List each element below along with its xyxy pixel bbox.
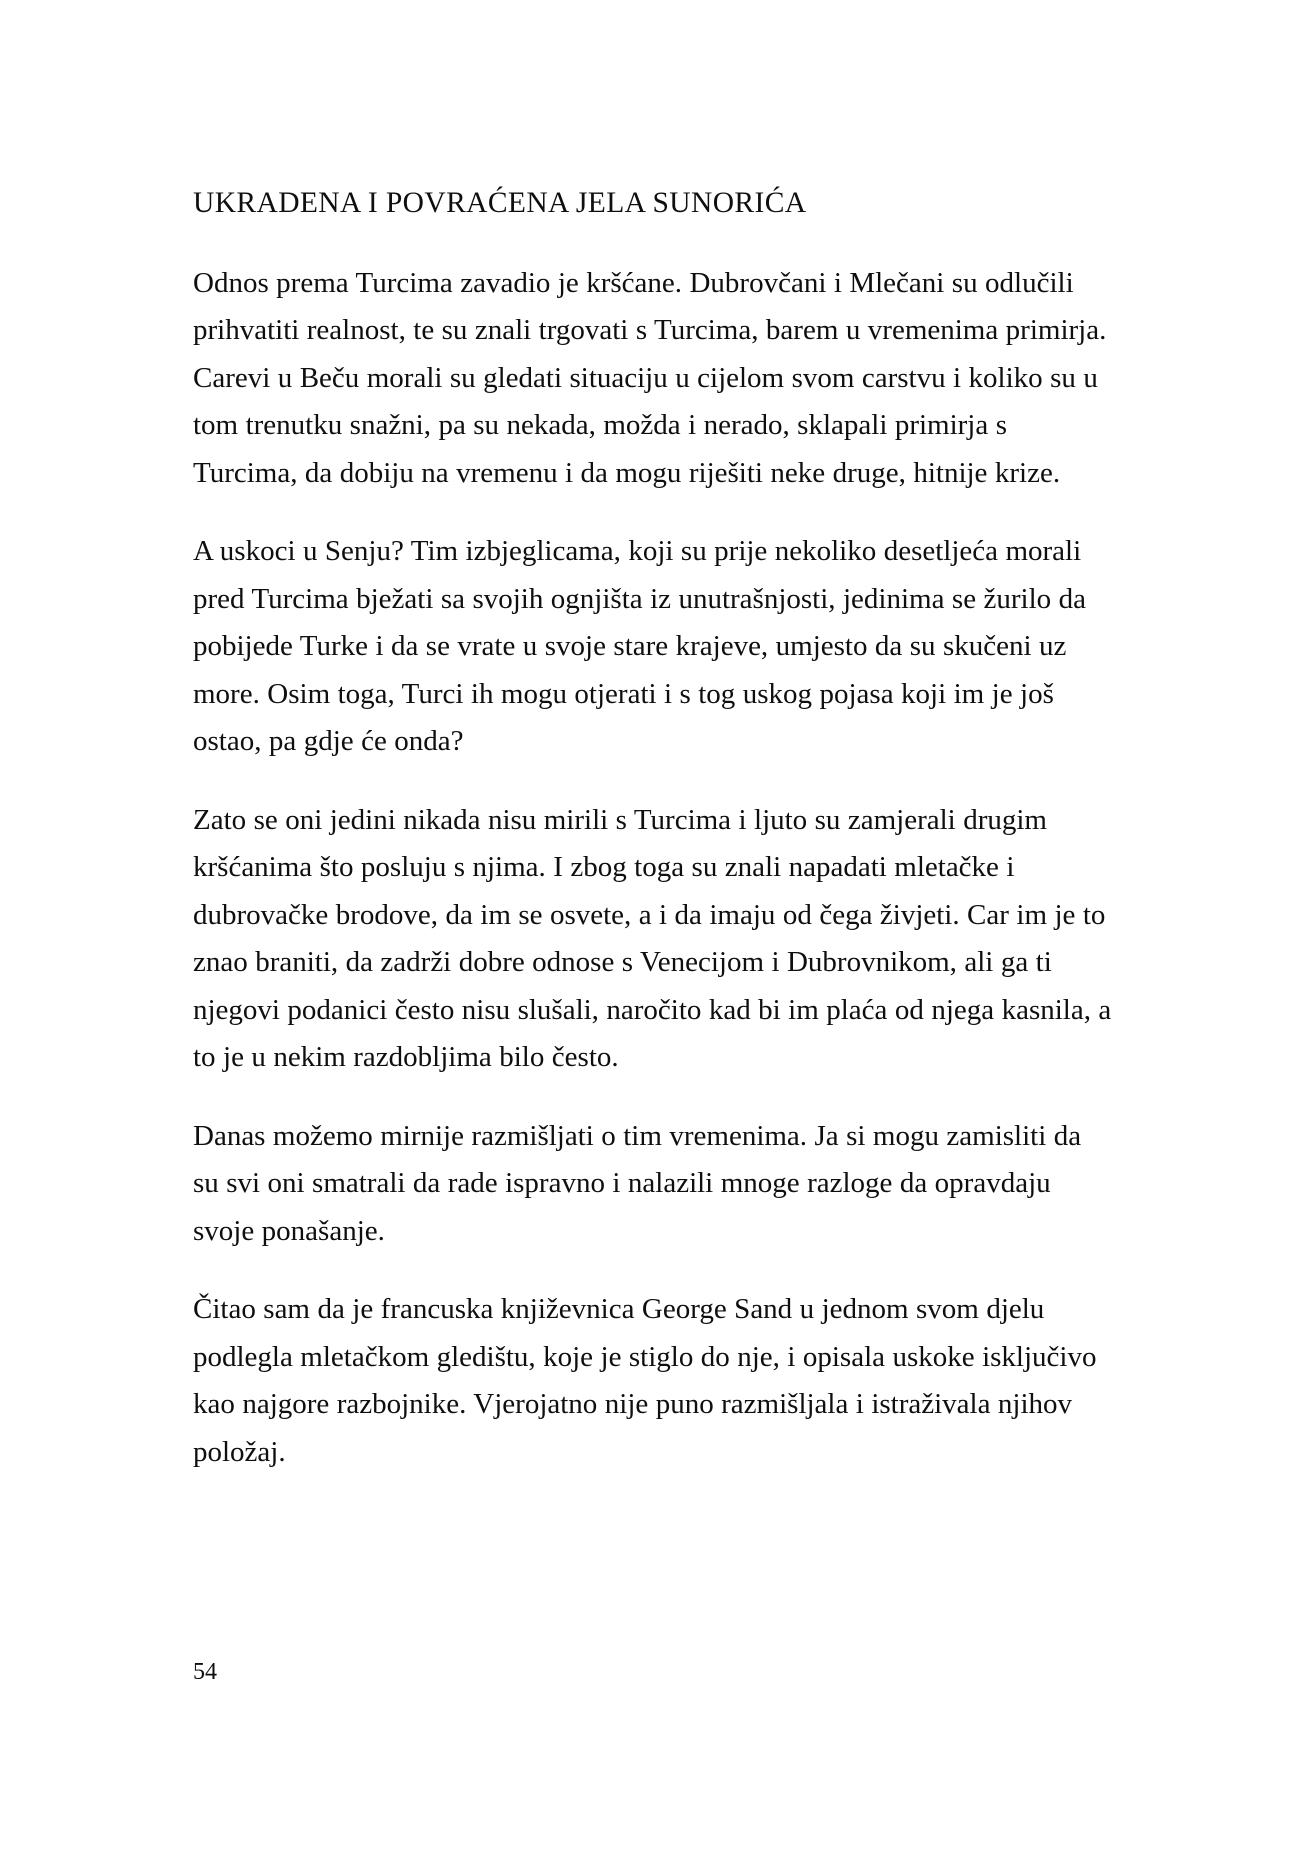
body-paragraph: Danas možemo mirnije razmišljati o tim vremenima. Ja si mogu zamisliti da su svi oni smatrali da rade ispravno i nalazili mnoge razloge da opravdaju svoje ponašanje. — [193, 1119, 1082, 1247]
page-content — [193, 185, 1113, 1476]
body-paragraph: Odnos prema Turcima zavadio je kršćane. Dubrovčani i Mlečani su odlučili prihvatiti realnost, te su znali trgovati s Turcima, barem u vremenima primirja. Carevi u Beču morali su gledati situaciju u cijelom svom carstvu i koliko su u tom trenutku snažni, pa su nekada, možda i nerado, sklapali primirja s Turcima, da dobiju na vremenu i da mogu riješiti neke druge, hitnije krize. — [193, 266, 1107, 489]
page-number: 54 — [193, 1659, 217, 1685]
body-paragraph: Čitao sam da je francuska književnica George Sand u jednom svom djelu podlegla mletačkom gledištu, koje je stiglo do nje, i opisala uskoke isključivo kao najgore razbojnike. Vjerojatno nije puno razmišljala i istraživala njihov položaj. — [193, 1293, 1097, 1468]
page-title: UKRADENA I POVRAĆENA JELA SUNORIĆA — [193, 187, 807, 219]
body-paragraph: Zato se oni jedini nikada nisu mirili s Turcima i ljuto su zamjerali drugim kršćanima što posluju s njima. I zbog toga su znali napadati mletačke i dubrovačke brodove, da im se osvete, a i da imaju od čega živjeti. Car im je to znao braniti, da zadrži dobre odnose s Venecijom i Dubrovnikom, ali ga ti njegovi podanici često nisu slušali, naročito kad bi im plaća od njega kasnila, a to je u nekim razdobljima bilo često. — [193, 803, 1112, 1074]
body-paragraph: A uskoci u Senju? Tim izbjeglicama, koji su prije nekoliko desetljeća morali pred Turcima bježati sa svojih ognjišta iz unutrašnjosti, jedinima se žurilo da pobijede Turke i da se vrate u svoje stare krajeve, umjesto da su skučeni uz more. Osim toga, Turci ih mogu otjerati i s tog uskog pojasa koji im je još ostao, pa gdje će onda? — [193, 535, 1086, 758]
